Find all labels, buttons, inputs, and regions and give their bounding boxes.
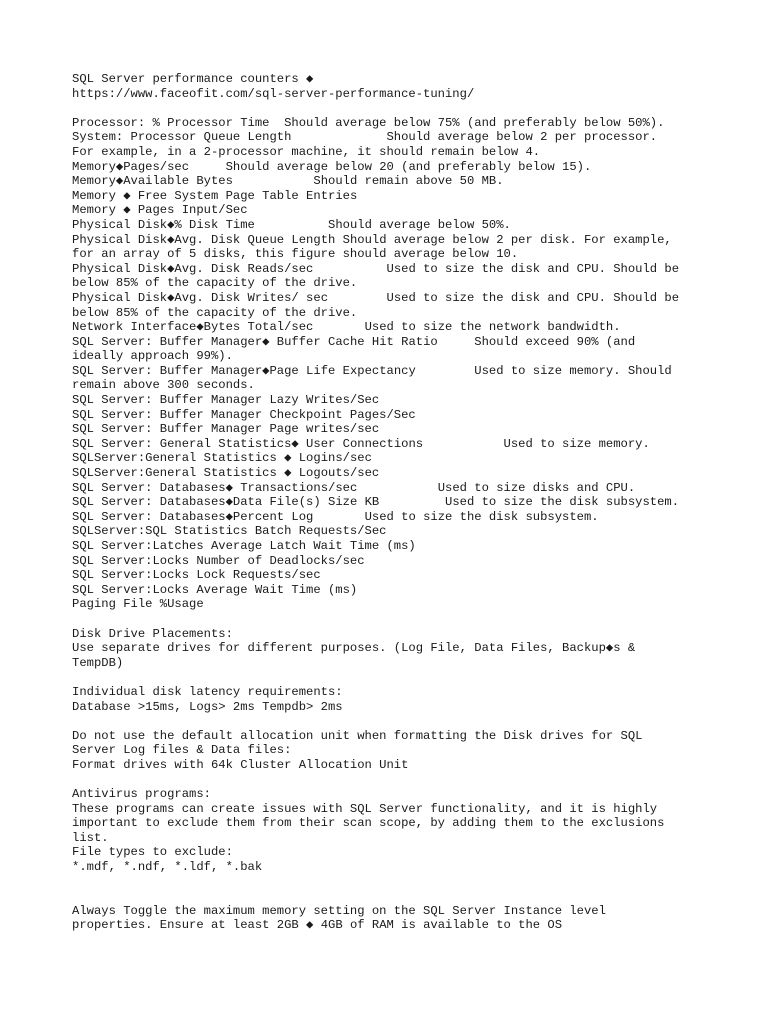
text-line: Processor: % Processor Time Should average below 75% (and preferably below 50%). [72, 115, 665, 130]
text-line: Physical Disk◆Avg. Disk Queue Length Should average below 2 per disk. For example, [72, 232, 672, 247]
blank-line [72, 773, 712, 788]
text-line: Database >15ms, Logs> 2ms Tempdb> 2ms [72, 699, 343, 714]
text-line: below 85% of the capacity of the drive. [72, 305, 358, 320]
text-line: Format drives with 64k Cluster Allocation Unit [72, 757, 409, 772]
blank-line [72, 889, 712, 904]
text-line: *.mdf, *.ndf, *.ldf, *.bak [72, 860, 263, 875]
text-line: SQL Server:Locks Average Wait Time (ms) [72, 582, 358, 597]
text-line: Physical Disk◆Avg. Disk Reads/sec Used to size the disk and CPU. Should be [72, 261, 680, 276]
text-line: SQL Server: General Statistics◆ User Connections Used to size memory. [72, 436, 650, 451]
text-line: Network Interface◆Bytes Total/sec Used to size the network bandwidth. [72, 320, 621, 335]
text-line: SQLServer:General Statistics ◆ Logouts/sec [72, 466, 380, 481]
text-line: Physical Disk◆% Disk Time Should average below 50%. [72, 217, 511, 232]
text-line: Paging File %Usage [72, 597, 204, 612]
text-line: System: Processor Queue Length Should average below 2 per processor. [72, 130, 658, 145]
text-line: below 85% of the capacity of the drive. [72, 276, 358, 291]
text-line: SQL Server:Latches Average Latch Wait Time (ms) [72, 539, 416, 553]
text-line: SQL Server: Buffer Manager Page writes/sec [72, 422, 380, 437]
text-line: SQL Server: Databases◆ Transactions/sec Used to size disks and CPU. [72, 480, 636, 495]
text-line: remain above 300 seconds. [72, 378, 255, 393]
blank-line [72, 670, 712, 685]
text-line: SQL Server: Buffer Manager Checkpoint Pages/Sec [72, 407, 416, 422]
text-line: SQL Server:Locks Lock Requests/sec [72, 568, 321, 583]
document-page [72, 72, 712, 933]
text-line: important to exclude them from their scan scope, by adding them to the exclusions [72, 816, 665, 831]
blank-line [72, 714, 712, 729]
text-line: TempDB) [72, 655, 124, 670]
text-line: Antivirus programs: [72, 787, 211, 802]
text-line: File types to exclude: [72, 845, 233, 860]
text-line: Memory◆Available Bytes Should remain above 50 MB. [72, 174, 504, 189]
text-line: Always Toggle the maximum memory setting on the SQL Server Instance level [72, 903, 606, 918]
text-line: SQL Server: Buffer Manager◆Page Life Expectancy Used to size memory. Should [72, 363, 672, 378]
text-line: Memory ◆ Pages Input/Sec [72, 203, 248, 218]
text-line: for an array of 5 disks, this figure should average below 10. [72, 247, 519, 262]
text-line: SQL Server:Locks Number of Deadlocks/sec [72, 553, 365, 568]
text-line: SQL Server: Databases◆Data File(s) Size KB Used to size the disk subsystem. [72, 495, 680, 510]
text-line: Individual disk latency requirements: [72, 684, 343, 699]
text-line: SQL Server: Buffer Manager Lazy Writes/Sec [72, 393, 380, 408]
text-line: https://www.faceofit.com/sql-server-performance-tuning/ [72, 86, 475, 101]
blank-line [72, 875, 712, 890]
text-line: ideally approach 99%). [72, 349, 233, 364]
text-line: Server Log files & Data files: [72, 743, 292, 758]
text-line: Use separate drives for different purposes. (Log File, Data Files, Backup◆s & [72, 641, 636, 656]
text-line: Memory◆Pages/sec Should average below 20 (and preferably below 15). [72, 159, 592, 174]
text-line: Disk Drive Placements: [72, 626, 233, 641]
text-line: SQLServer:SQL Statistics Batch Requests/Sec [72, 524, 387, 539]
text-line: Do not use the default allocation unit when formatting the Disk drives for SQL [72, 728, 643, 743]
text-line: These programs can create issues with SQL Server functionality, and it is highly [72, 801, 658, 816]
text-line: SQL Server performance counters ◆ [72, 72, 314, 86]
text-line: Memory ◆ Free System Page Table Entries [72, 188, 358, 203]
text-line: SQLServer:General Statistics ◆ Logins/sec [72, 451, 372, 466]
text-line: SQL Server: Databases◆Percent Log Used to size the disk subsystem. [72, 509, 599, 524]
text-line: properties. Ensure at least 2GB ◆ 4GB of RAM is available to the OS [72, 918, 563, 933]
text-line: list. [72, 830, 109, 845]
text-line: SQL Server: Buffer Manager◆ Buffer Cache Hit Ratio Should exceed 90% (and [72, 334, 636, 349]
text-line: Physical Disk◆Avg. Disk Writes/ sec Used to size the disk and CPU. Should be [72, 290, 680, 305]
blank-line [72, 612, 712, 627]
blank-line [72, 101, 712, 116]
text-line: For example, in a 2-processor machine, it should remain below 4. [72, 144, 541, 159]
